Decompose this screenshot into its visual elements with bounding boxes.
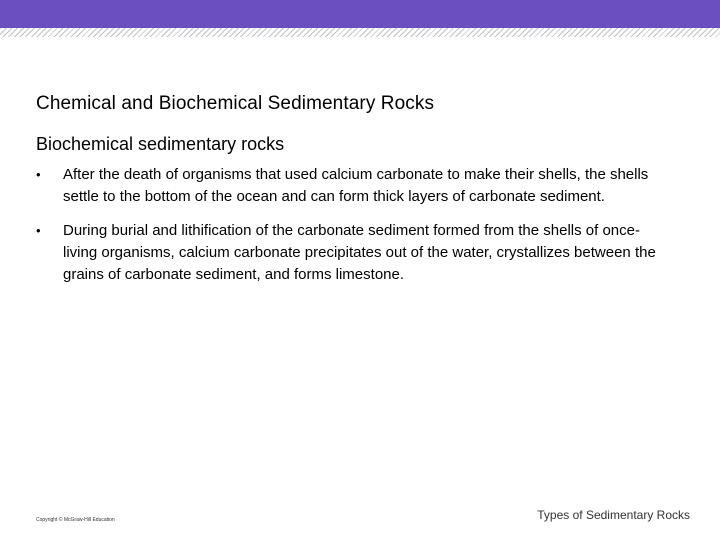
bullet-text: During burial and lithification of the carbonate sediment formed from the shells of once-living organisms, calcium carbonate precipitates out of the water, crystallizes between the grains of carbonate sediment, and forms limestone. — [63, 222, 656, 283]
slide-title: Chemical and Biochemical Sedimentary Rocks — [36, 93, 435, 114]
slide-subtitle: Biochemical sedimentary rocks — [36, 134, 285, 154]
header-dash-strip — [0, 28, 720, 37]
bullet-text: After the death of organisms that used calcium carbonate to make their shells, the shells settle to the bottom of the ocean and can form thick layers of carbonate sediment. — [63, 166, 649, 205]
header-band — [0, 0, 720, 28]
footer-label: Types of Sedimentary Rocks — [537, 508, 690, 522]
bullet-marker: • — [36, 223, 41, 238]
bullet-marker: • — [36, 167, 41, 182]
bullet-item — [36, 164, 676, 208]
copyright-notice: Copyright © McGraw-Hill Education — [36, 517, 115, 523]
bullet-item — [36, 220, 676, 286]
bullet-list — [36, 164, 676, 298]
